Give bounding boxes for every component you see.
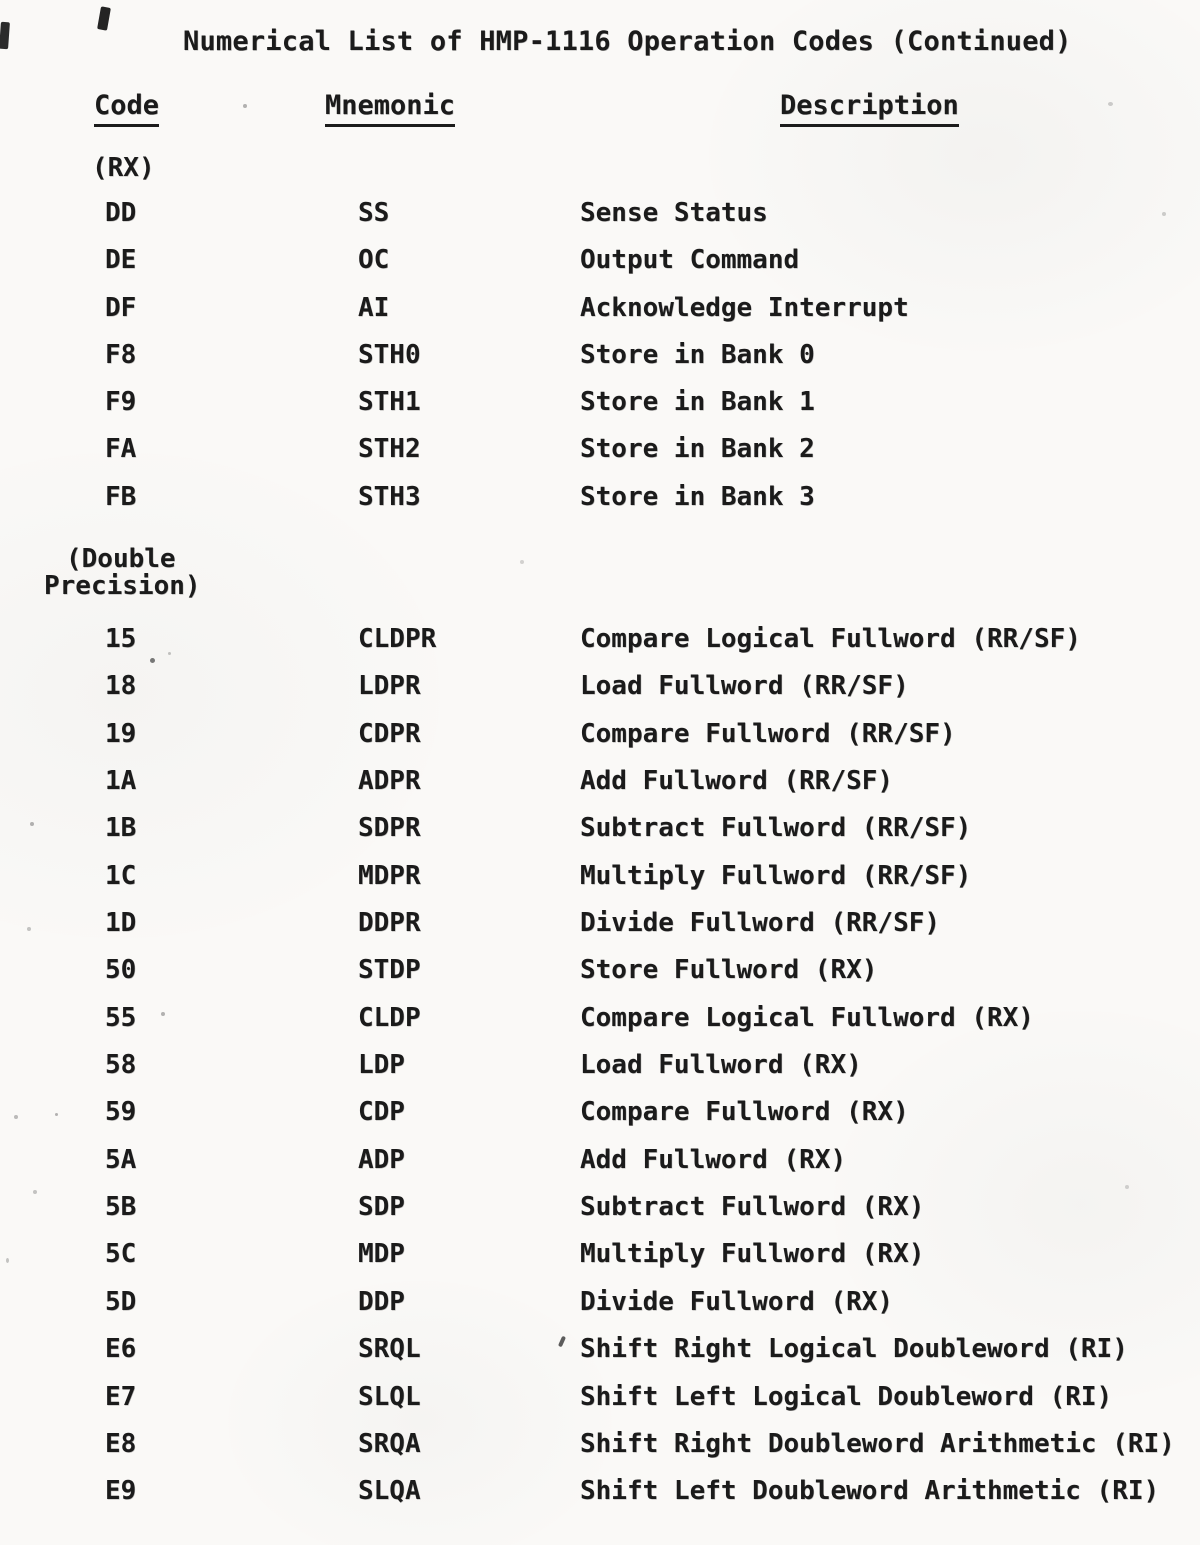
- code-cell: E6: [105, 1334, 137, 1365]
- description-cell: Shift Left Doubleword Arithmetic (RI): [580, 1476, 1160, 1507]
- description-cell: Store in Bank 0: [580, 339, 815, 370]
- table-row: [0, 955, 1200, 1002]
- code-cell: 5D: [105, 1286, 137, 1317]
- description-cell: Compare Logical Fullword (RX): [580, 1002, 1034, 1033]
- table-row: [0, 1429, 1200, 1476]
- mnemonic-cell: MDPR: [358, 860, 421, 891]
- opcode-table-section-rx: [0, 198, 1200, 529]
- column-header-mnemonic: Mnemonic: [325, 90, 455, 127]
- opcode-table-section-double-precision: [0, 624, 1200, 1524]
- table-row: [0, 482, 1200, 529]
- mnemonic-cell: SRQL: [358, 1334, 421, 1365]
- description-cell: Multiply Fullword (RR/SF): [580, 860, 972, 891]
- code-cell: 55: [105, 1002, 137, 1033]
- table-row: [0, 671, 1200, 718]
- mnemonic-cell: STH2: [358, 434, 421, 465]
- mnemonic-cell: MDP: [358, 1239, 405, 1270]
- code-cell: 1D: [105, 908, 137, 939]
- mnemonic-cell: SS: [358, 198, 390, 228]
- mnemonic-cell: SDP: [358, 1192, 405, 1223]
- mnemonic-cell: CLDPR: [358, 624, 437, 654]
- code-cell: 15: [105, 624, 137, 654]
- code-cell: E7: [105, 1381, 137, 1412]
- code-cell: DE: [105, 245, 137, 276]
- description-cell: Compare Fullword (RR/SF): [580, 718, 956, 749]
- code-cell: E9: [105, 1476, 137, 1507]
- description-cell: Multiply Fullword (RX): [580, 1239, 925, 1270]
- code-cell: 58: [105, 1050, 137, 1081]
- table-row: [0, 387, 1200, 434]
- table-row: [0, 1239, 1200, 1286]
- description-cell: Divide Fullword (RX): [580, 1286, 894, 1317]
- table-row: [0, 908, 1200, 955]
- description-cell: Store in Bank 1: [580, 387, 815, 418]
- description-cell: Add Fullword (RX): [580, 1144, 847, 1175]
- description-cell: Compare Logical Fullword (RR/SF): [580, 624, 1081, 654]
- table-row: [0, 340, 1200, 387]
- code-cell: 5A: [105, 1144, 137, 1175]
- code-cell: 50: [105, 955, 137, 986]
- code-cell: 5C: [105, 1239, 137, 1270]
- code-cell: 59: [105, 1097, 137, 1128]
- mnemonic-cell: CDPR: [358, 718, 421, 749]
- description-cell: Subtract Fullword (RR/SF): [580, 813, 972, 844]
- table-row: [0, 1287, 1200, 1334]
- mnemonic-cell: OC: [358, 245, 390, 276]
- mnemonic-cell: CLDP: [358, 1002, 421, 1033]
- mnemonic-cell: STH3: [358, 481, 421, 512]
- mnemonic-cell: SRQA: [358, 1428, 421, 1459]
- column-header-description: Description: [780, 90, 959, 127]
- table-row: [0, 293, 1200, 340]
- section-label-double-precision-line2: Precision): [44, 571, 201, 601]
- mnemonic-cell: STDP: [358, 955, 421, 986]
- table-row: [0, 1050, 1200, 1097]
- description-cell: Sense Status: [580, 198, 768, 228]
- description-cell: Shift Left Logical Doubleword (RI): [580, 1381, 1113, 1412]
- mnemonic-cell: AI: [358, 292, 390, 323]
- mnemonic-cell: CDP: [358, 1097, 405, 1128]
- code-cell: 19: [105, 718, 137, 749]
- code-cell: F9: [105, 387, 137, 418]
- code-cell: FA: [105, 434, 137, 465]
- table-row: [0, 766, 1200, 813]
- table-row: [0, 1003, 1200, 1050]
- description-cell: Store in Bank 3: [580, 481, 815, 512]
- section-label-double-precision-line1: (Double: [66, 544, 176, 574]
- description-cell: Divide Fullword (RR/SF): [580, 908, 941, 939]
- scan-edge-mark: [97, 6, 111, 30]
- description-cell: Shift Right Logical Doubleword (RI): [580, 1334, 1128, 1365]
- scan-speckle: [1108, 102, 1113, 106]
- table-row: [0, 245, 1200, 292]
- table-row: [0, 719, 1200, 766]
- code-cell: 1C: [105, 860, 137, 891]
- table-row: [0, 1476, 1200, 1523]
- table-row: [0, 1097, 1200, 1144]
- scan-edge-mark: [0, 22, 10, 50]
- table-row: [0, 813, 1200, 860]
- mnemonic-cell: LDP: [358, 1050, 405, 1081]
- description-cell: Output Command: [580, 245, 800, 276]
- table-row: [0, 624, 1200, 671]
- table-row: [0, 198, 1200, 245]
- code-cell: 18: [105, 671, 137, 702]
- table-row: [0, 1382, 1200, 1429]
- code-cell: F8: [105, 339, 137, 370]
- description-cell: Add Fullword (RR/SF): [580, 766, 894, 797]
- mnemonic-cell: DDPR: [358, 908, 421, 939]
- description-cell: Load Fullword (RX): [580, 1050, 862, 1081]
- code-cell: DF: [105, 292, 137, 323]
- code-cell: 1B: [105, 813, 137, 844]
- description-cell: Acknowledge Interrupt: [580, 292, 909, 323]
- code-cell: FB: [105, 481, 137, 512]
- mnemonic-cell: LDPR: [358, 671, 421, 702]
- mnemonic-cell: SLQL: [358, 1381, 421, 1412]
- description-cell: Store in Bank 2: [580, 434, 815, 465]
- section-label-rx: (RX): [92, 153, 155, 183]
- table-row: [0, 434, 1200, 481]
- table-row: [0, 1334, 1200, 1381]
- description-cell: Compare Fullword (RX): [580, 1097, 909, 1128]
- mnemonic-cell: ADPR: [358, 766, 421, 797]
- mnemonic-cell: DDP: [358, 1286, 405, 1317]
- mnemonic-cell: ADP: [358, 1144, 405, 1175]
- code-cell: E8: [105, 1428, 137, 1459]
- code-cell: 5B: [105, 1192, 137, 1223]
- table-row: [0, 1145, 1200, 1192]
- scan-speckle: [243, 104, 247, 108]
- column-header-code: Code: [94, 90, 159, 127]
- table-row: [0, 1192, 1200, 1239]
- scan-speckle: [520, 560, 524, 564]
- code-cell: DD: [105, 198, 137, 228]
- description-cell: Shift Right Doubleword Arithmetic (RI): [580, 1428, 1175, 1459]
- mnemonic-cell: SDPR: [358, 813, 421, 844]
- mnemonic-cell: STH1: [358, 387, 421, 418]
- table-row: [0, 861, 1200, 908]
- description-cell: Store Fullword (RX): [580, 955, 878, 986]
- mnemonic-cell: SLQA: [358, 1476, 421, 1507]
- description-cell: Subtract Fullword (RX): [580, 1192, 925, 1223]
- page-title: Numerical List of HMP-1116 Operation Codes (Continued): [183, 26, 1072, 57]
- description-cell: Load Fullword (RR/SF): [580, 671, 909, 702]
- mnemonic-cell: STH0: [358, 339, 421, 370]
- code-cell: 1A: [105, 766, 137, 797]
